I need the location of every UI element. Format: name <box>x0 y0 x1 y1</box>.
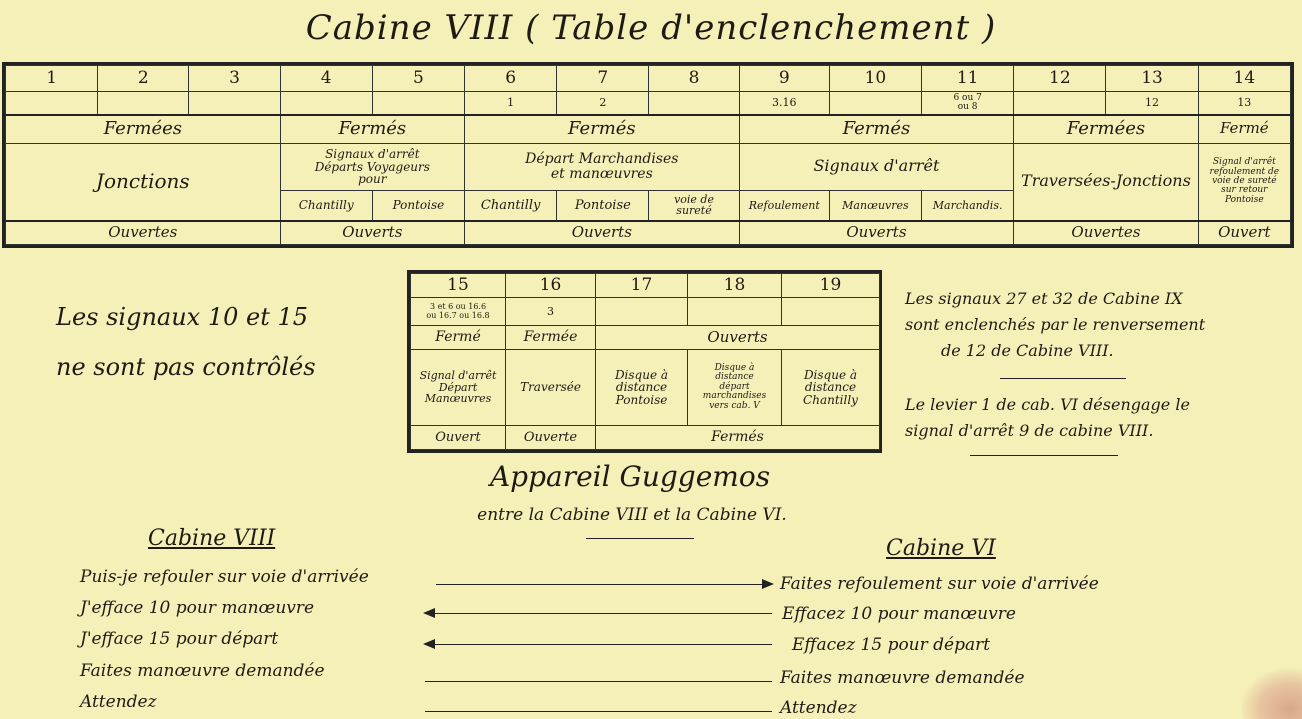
group-description: Départ Marchandises et manœuvres <box>465 143 740 190</box>
left-message: Attendez <box>80 692 157 712</box>
group-description: Jonctions <box>6 143 281 221</box>
note-line: de 12 de Cabine VIII. <box>941 341 1114 360</box>
lever-sub-value: 3.16 <box>739 91 829 115</box>
lever-number: 9 <box>739 66 829 92</box>
note-line: Les signaux 27 et 32 de Cabine IX <box>905 289 1183 308</box>
sub-label: Marchandis. <box>922 191 1014 221</box>
lever-sub-value: 3 et 6 ou 16.6 ou 16.7 ou 16.8 <box>411 297 506 325</box>
lever-description: Disque à distance Pontoise <box>596 350 688 426</box>
group-description: Signal d'arrêt refoulement de voie de sureté sur retour Pontoise <box>1198 143 1290 221</box>
lever-number: 5 <box>372 66 464 92</box>
group-open: Ouverts <box>465 221 740 245</box>
note-line: sont enclenchés par le renversement <box>905 315 1206 334</box>
arrow-left <box>425 613 772 614</box>
right-note-1 <box>905 286 1205 364</box>
note-line: signal d'arrêt 9 de cabine VIII. <box>905 421 1154 440</box>
sub-label: Pontoise <box>557 191 649 221</box>
line-plain <box>425 711 772 712</box>
left-message: J'efface 10 pour manœuvre <box>80 598 315 618</box>
left-message: Faites manœuvre demandée <box>80 661 325 681</box>
divider <box>970 455 1118 456</box>
lever-number: 6 <box>465 66 557 92</box>
group-description: Signaux d'arrêt Départs Voyageurs pour <box>280 143 464 190</box>
lever-state: Fermée <box>506 326 596 350</box>
lever-description: Disque à distance départ marchandises vers cab. V <box>688 350 782 426</box>
lever-description: Signal d'arrêt Départ Manœuvres <box>411 350 506 426</box>
sub-label: Chantilly <box>280 191 372 221</box>
lever-open: Ouvert <box>411 426 506 450</box>
right-message: Faites refoulement sur voie d'arrivée <box>780 574 1099 594</box>
group-open: Ouvertes <box>1014 221 1198 245</box>
lever-open: Ouverte <box>506 426 596 450</box>
right-message: Effacez 15 pour départ <box>792 635 991 655</box>
right-message: Attendez <box>780 698 857 718</box>
lever-number: 15 <box>411 274 506 298</box>
lever-sub-value: 1 <box>465 91 557 115</box>
right-message: Effacez 10 pour manœuvre <box>782 604 1016 624</box>
group-state: Fermés <box>739 115 1014 143</box>
group-state: Fermées <box>1014 115 1198 143</box>
right-message: Faites manœuvre demandée <box>780 668 1025 688</box>
lever-description: Traversée <box>506 350 596 426</box>
appareil-subtitle: entre la Cabine VIII et la Cabine VI. <box>477 505 787 525</box>
interlocking-table-middle <box>407 270 882 453</box>
group-open: Ouvert <box>1198 221 1290 245</box>
group-state: Fermées <box>6 115 281 143</box>
lever-number: 12 <box>1014 66 1106 92</box>
group-open: Ouverts <box>739 221 1014 245</box>
cabine-viii-header: Cabine VIII <box>148 526 276 551</box>
arrow-right <box>436 584 772 585</box>
group-description: Signaux d'arrêt <box>739 143 1014 190</box>
sub-label: Refoulement <box>739 191 829 221</box>
left-note <box>56 292 316 392</box>
lever-state: Ouverts <box>596 326 880 350</box>
arrow-left <box>425 644 772 645</box>
note-line: Le levier 1 de cab. VI désengage le <box>905 395 1190 414</box>
lever-sub-value: 6 ou 7 ou 8 <box>922 91 1014 115</box>
lever-number: 2 <box>98 66 189 92</box>
group-state: Fermés <box>280 115 464 143</box>
paper-stain <box>1242 669 1302 719</box>
sub-label: voie de sureté <box>649 191 739 221</box>
divider <box>1000 378 1126 379</box>
left-message: Puis-je refouler sur voie d'arrivée <box>80 567 369 587</box>
lever-number: 10 <box>829 66 921 92</box>
lever-number: 13 <box>1106 66 1198 92</box>
lever-number: 11 <box>922 66 1014 92</box>
group-state: Fermés <box>465 115 740 143</box>
lever-open: Fermés <box>596 426 880 450</box>
left-note-line: ne sont pas contrôlés <box>56 353 316 381</box>
lever-number: 1 <box>6 66 98 92</box>
page-title: Cabine VIII ( Table d'enclenchement ) <box>305 8 997 48</box>
group-state: Fermé <box>1198 115 1290 143</box>
lever-number: 17 <box>596 274 688 298</box>
lever-number: 4 <box>280 66 372 92</box>
lever-number: 18 <box>688 274 782 298</box>
lever-sub-value: 3 <box>506 297 596 325</box>
sub-label: Pontoise <box>372 191 464 221</box>
left-note-line: Les signaux 10 et 15 <box>56 303 309 331</box>
lever-number: 16 <box>506 274 596 298</box>
sub-label: Manœuvres <box>829 191 921 221</box>
lever-sub-value: 12 <box>1106 91 1198 115</box>
lever-number: 14 <box>1198 66 1290 92</box>
group-open: Ouvertes <box>6 221 281 245</box>
cabine-vi-header: Cabine VI <box>886 536 996 561</box>
interlocking-table-top <box>2 62 1294 248</box>
group-description: Traversées-Jonctions <box>1014 143 1198 221</box>
lever-sub-value: 2 <box>557 91 649 115</box>
right-note-2 <box>905 392 1190 444</box>
lever-description: Disque à distance Chantilly <box>782 350 880 426</box>
group-open: Ouverts <box>280 221 464 245</box>
line-plain <box>425 681 772 682</box>
divider <box>586 538 694 539</box>
lever-state: Fermé <box>411 326 506 350</box>
lever-number: 3 <box>189 66 280 92</box>
lever-number: 7 <box>557 66 649 92</box>
lever-sub-value: 13 <box>1198 91 1290 115</box>
left-message: J'efface 15 pour départ <box>80 629 279 649</box>
lever-number: 8 <box>649 66 739 92</box>
appareil-title: Appareil Guggemos <box>489 460 771 493</box>
lever-number: 19 <box>782 274 880 298</box>
sub-label: Chantilly <box>465 191 557 221</box>
